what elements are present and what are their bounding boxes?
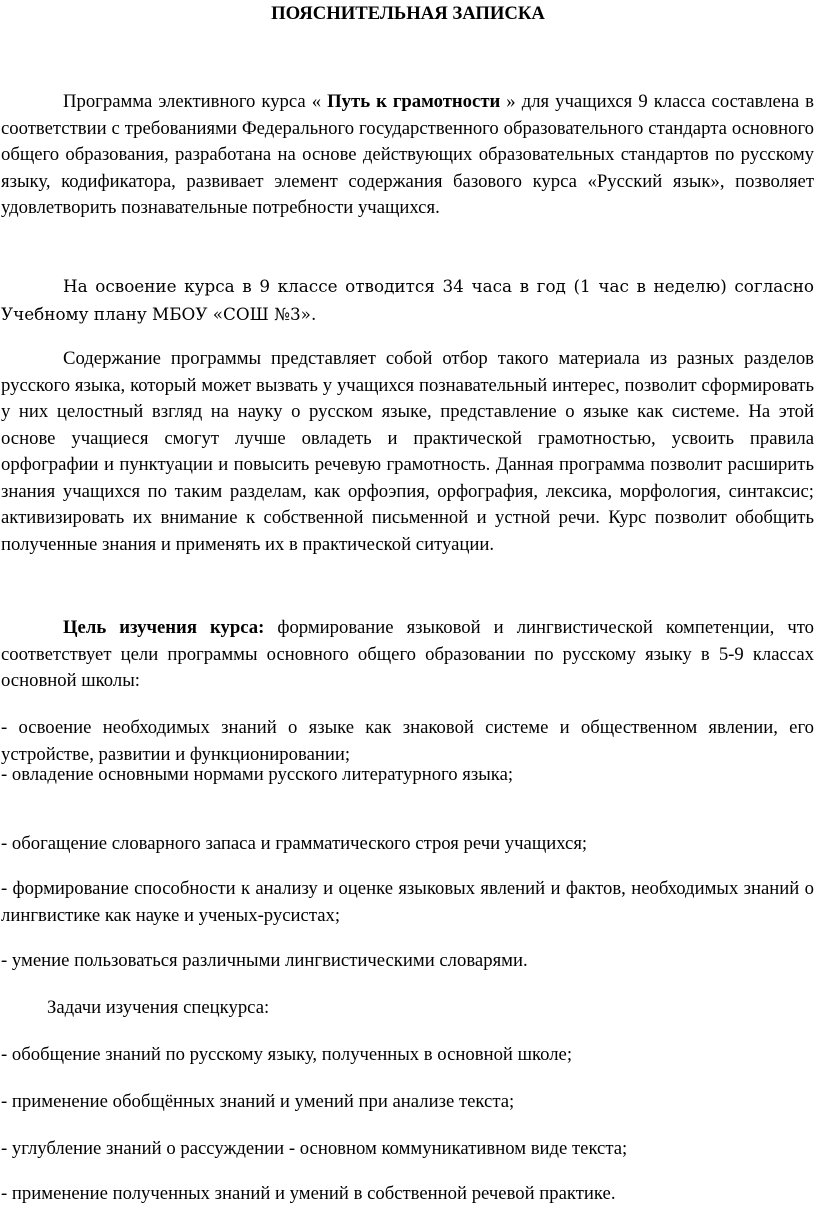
goal-paragraph <box>1 615 814 695</box>
goal-item: - освоение необходимых знаний о языке как знаковой системе и общественном явлении, его устройстве, развитии и функционировании; <box>1 717 814 765</box>
content-paragraph: Содержание программы представляет собой отбор такого материала из разных разделов русского языка, который может вызвать у учащихся познавательный интерес, позволит сформировать у них целостный взгляд на науку о русском языке, представление о языке как системе. На этой основе учащиеся смогут лучше овладеть и практической грамотностью, усвоить правила орфографии и пунктуации и повысить речевую грамотность. Данная программа позволит расширить знания учащихся по таким разделам, как орфоэпия, орфография, лексика, морфология, синтаксис; активизировать их внимание к собственной письменной и устной речи. Курс позволит обобщить полученные знания и применять их в практической ситуации. <box>1 348 814 555</box>
intro-text-before: Программа элективного курса « <box>63 91 328 112</box>
task-item: - углубление знаний о рассуждении - основном коммуникативном виде текста; <box>1 1138 628 1159</box>
hours-paragraph: На освоение курса в 9 классе отводится 34 часа в год (1 час в неделю) согласно Учебному плану МБОУ «СОШ №3». <box>1 276 814 324</box>
goal-text: формирование языковой и лингвистической компетенции, что соответствует цели программы основного общего образовании по русскому языку в 5-9 классах основной школы: <box>1 617 815 691</box>
course-name: Путь к грамотности <box>327 91 501 112</box>
goal-item: - обогащение словарного запаса и грамматического строя речи учащихся; <box>1 833 588 854</box>
task-item: - обобщение знаний по русскому языку, полученных в основной школе; <box>1 1044 573 1065</box>
task-item: - применение обобщённых знаний и умений при анализе текста; <box>1 1091 515 1112</box>
intro-paragraph <box>1 89 814 222</box>
goal-item: - формирование способности к анализу и оценке языковых явлений и фактов, необходимых знаний о лингвистике как науке и ученых-русистах; <box>1 878 814 926</box>
goal-label: Цель изучения курса: <box>63 617 265 638</box>
document-title: ПОЯСНИТЕЛЬНАЯ ЗАПИСКА <box>271 3 545 24</box>
goal-item: - овладение основными нормами русского литературного языка; <box>1 764 514 785</box>
goal-item: - умение пользоваться различными лингвистическими словарями. <box>1 950 528 971</box>
tasks-heading: Задачи изучения спецкурса: <box>47 997 270 1018</box>
intro-text-after: » для учащихся 9 класса составлена в соответствии с требованиями Федерального государственного образовательного стандарта основного общего образования, разработана на основе действующих образовательных стандартов по русскому языку, кодификатора, развивает элемент содержания базового курса «Русский язык», позволяет удовлетворить познавательные потребности учащихся. <box>1 91 814 218</box>
task-item: - применение полученных знаний и умений в собственной речевой практике. <box>1 1183 616 1204</box>
